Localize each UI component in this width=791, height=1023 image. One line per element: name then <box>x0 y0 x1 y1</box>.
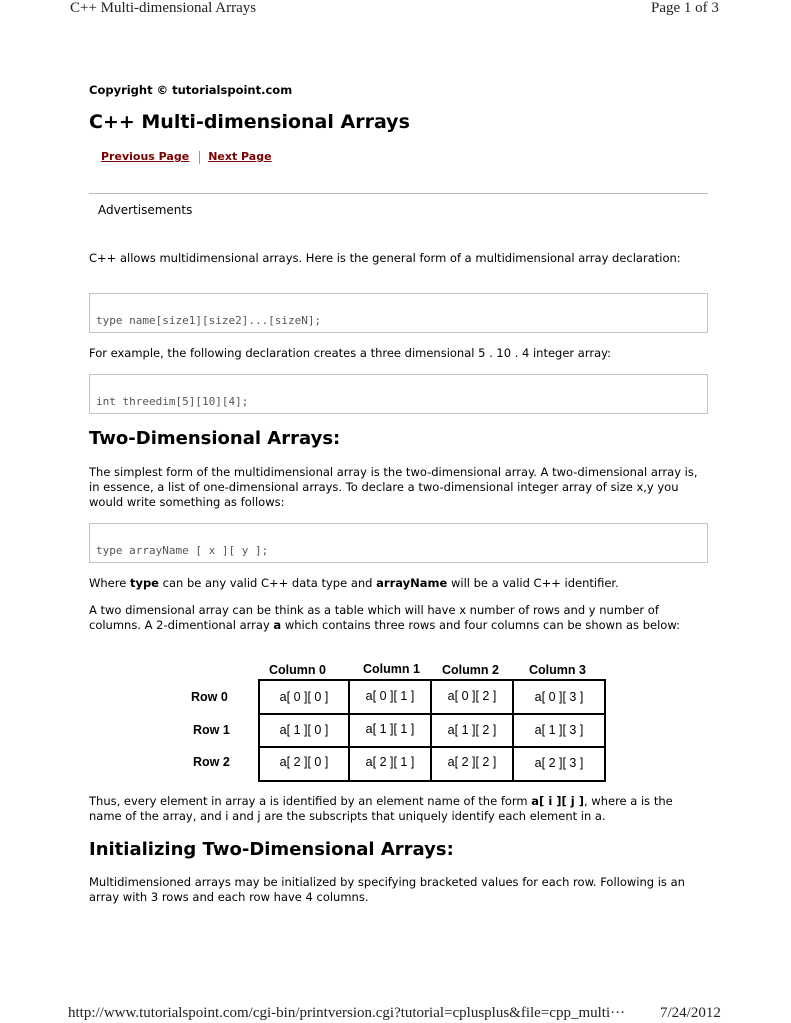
grid-line <box>260 746 604 748</box>
column-header: Column 2 <box>442 663 499 677</box>
code-text: int threedim[5][10][4]; <box>96 395 249 408</box>
grid-line <box>260 713 604 715</box>
section-heading-init: Initializing Two-Dimensional Arrays: <box>89 839 454 860</box>
table-cell: a[ 1 ][ 1 ] <box>365 722 415 736</box>
table-cell: a[ 2 ][ 2 ] <box>447 755 497 769</box>
two-dim-paragraph: The simplest form of the multidimensional array is the two-dimensional array. A two-dimensional array is, in essence, a list of one-dimensional arrays. To declare a two-dimensional integer array of size x,y you would write something as follows: <box>89 465 698 509</box>
code-block <box>89 293 708 333</box>
advertisements-label: Advertisements <box>98 203 193 217</box>
table-cell: a[ 0 ][ 2 ] <box>447 689 497 703</box>
table-cell: a[ 0 ][ 1 ] <box>365 689 415 703</box>
column-header: Column 1 <box>363 662 420 676</box>
code-text: type arrayName [ x ][ y ]; <box>96 544 269 557</box>
example-paragraph: For example, the following declaration creates a three dimensional 5 . 10 . 4 integer array: <box>89 346 611 360</box>
copyright-notice: Copyright © tutorialspoint.com <box>89 83 293 97</box>
print-footer-url: http://www.tutorialspoint.com/cgi-bin/printversion.cgi?tutorial=cplusplus&file=cpp_multi··· <box>68 1005 626 1021</box>
row-header: Row 2 <box>193 755 230 769</box>
table-cell: a[ 2 ][ 1 ] <box>365 755 415 769</box>
intro-paragraph: C++ allows multidimensional arrays. Here is the general form of a multidimensional array declaration: <box>89 251 681 265</box>
column-header: Column 0 <box>269 663 326 677</box>
divider <box>89 193 708 194</box>
print-header-title: C++ Multi-dimensional Arrays <box>70 0 257 16</box>
code-text: type name[size1][size2]...[sizeN]; <box>96 314 322 327</box>
page-title: C++ Multi-dimensional Arrays <box>89 111 410 133</box>
table-cell: a[ 0 ][ 0 ] <box>279 690 329 704</box>
code-block <box>89 374 708 414</box>
print-header-page: Page 1 of 3 <box>651 0 719 16</box>
where-paragraph: Where type can be any valid C++ data type and arrayName will be a valid C++ identifier. <box>89 576 619 590</box>
previous-page-link[interactable]: Previous Page <box>101 150 190 163</box>
table-cell: a[ 1 ][ 2 ] <box>447 723 497 737</box>
row-header: Row 1 <box>193 723 230 737</box>
nav-divider <box>199 151 200 164</box>
section-heading-two-dim: Two-Dimensional Arrays: <box>89 428 341 449</box>
thus-paragraph: Thus, every element in array a is identified by an element name of the form a[ i ][ j ], where a is the name of the array, and i and j are the subscripts that uniquely identify each element in a. <box>89 794 673 823</box>
code-block <box>89 523 708 563</box>
table-intro-paragraph: A two dimensional array can be think as a table which will have x number of rows and y number of columns. A 2-dimentional array a which contains three rows and four columns can be shown as below: <box>89 603 680 632</box>
row-header: Row 0 <box>191 690 228 704</box>
column-header: Column 3 <box>529 663 586 677</box>
table-cell: a[ 1 ][ 0 ] <box>279 723 329 737</box>
table-cell: a[ 2 ][ 0 ] <box>279 755 329 769</box>
table-cell: a[ 1 ][ 3 ] <box>534 723 584 737</box>
table-cell: a[ 0 ][ 3 ] <box>534 690 584 704</box>
next-page-link[interactable]: Next Page <box>208 150 272 163</box>
page-navigation <box>101 150 272 164</box>
print-footer-date: 7/24/2012 <box>660 1005 721 1021</box>
init-paragraph: Multidimensioned arrays may be initialized by specifying bracketed values for each row. Following is an array with 3 rows and each row have 4 columns. <box>89 875 685 904</box>
table-cell: a[ 2 ][ 3 ] <box>534 756 584 770</box>
array-grid <box>258 679 606 782</box>
